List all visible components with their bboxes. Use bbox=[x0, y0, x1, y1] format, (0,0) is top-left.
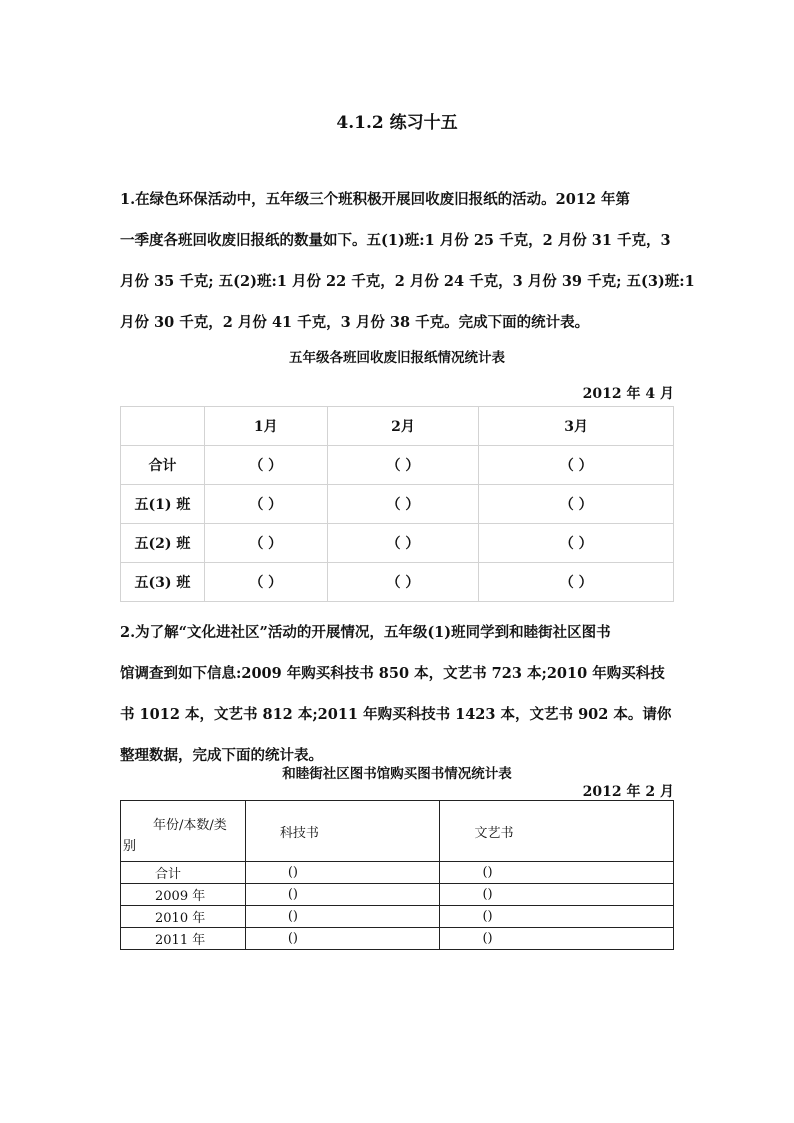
header-cell: 3月 bbox=[479, 407, 674, 446]
row-label: 合计 bbox=[121, 446, 205, 485]
row-label: 2011 年 bbox=[121, 928, 246, 950]
table-1-date: 2012 年 4 月 bbox=[582, 386, 674, 402]
answer-blank[interactable]: （ ） bbox=[479, 485, 674, 524]
answer-blank[interactable]: () bbox=[440, 884, 674, 906]
header-text: 别 bbox=[123, 839, 137, 854]
text-line: 书 1012 本，文艺书 812 本;2011 年购买科技书 1423 本，文艺书 902 本。请你 bbox=[120, 706, 672, 723]
recycling-stats-table bbox=[120, 406, 674, 602]
table-row bbox=[121, 884, 674, 906]
header-cell: 科技书 bbox=[245, 801, 440, 862]
answer-blank[interactable]: （ ） bbox=[479, 524, 674, 563]
answer-blank[interactable]: （ ） bbox=[204, 485, 327, 524]
text-line: 月份 35 千克; 五(2)班:1 月份 22 千克，2 月份 24 千克，3 月份 39 千克; 五(3)班:1 bbox=[120, 273, 695, 290]
answer-blank[interactable]: () bbox=[440, 928, 674, 950]
row-label: 合计 bbox=[121, 862, 246, 884]
answer-blank[interactable]: () bbox=[245, 862, 440, 884]
answer-blank[interactable]: （ ） bbox=[204, 563, 327, 602]
row-label: 五(1) 班 bbox=[121, 485, 205, 524]
table-2-date: 2012 年 2 月 bbox=[582, 784, 674, 800]
header-cell: 2月 bbox=[327, 407, 479, 446]
answer-blank[interactable]: （ ） bbox=[479, 446, 674, 485]
answer-blank[interactable]: （ ） bbox=[327, 485, 479, 524]
question-1-text bbox=[120, 190, 695, 354]
header-cell bbox=[121, 407, 205, 446]
row-label: 2010 年 bbox=[121, 906, 246, 928]
header-cell: 文艺书 bbox=[440, 801, 674, 862]
row-label: 2009 年 bbox=[121, 884, 246, 906]
answer-blank[interactable]: （ ） bbox=[204, 446, 327, 485]
text-line: 1.在绿色环保活动中，五年级三个班积极开展回收废旧报纸的活动。2012 年第 bbox=[120, 191, 631, 208]
answer-blank[interactable]: （ ） bbox=[327, 446, 479, 485]
table-row bbox=[121, 524, 674, 563]
text-line: 整理数据，完成下面的统计表。 bbox=[120, 747, 323, 764]
table-1-title: 五年级各班回收废旧报纸情况统计表 bbox=[289, 350, 505, 366]
text-line: 2.为了解“文化进社区”活动的开展情况，五年级(1)班同学到和睦街社区图书 bbox=[120, 624, 611, 641]
diagonal-header-cell bbox=[121, 801, 246, 862]
header-text: 年份/本数/类 bbox=[153, 818, 227, 833]
table-row bbox=[121, 906, 674, 928]
answer-blank[interactable]: () bbox=[440, 862, 674, 884]
answer-blank[interactable]: () bbox=[245, 906, 440, 928]
answer-blank[interactable]: () bbox=[245, 928, 440, 950]
answer-blank[interactable]: () bbox=[440, 906, 674, 928]
table-row bbox=[121, 446, 674, 485]
table-2-title: 和睦街社区图书馆购买图书情况统计表 bbox=[282, 766, 512, 782]
answer-blank[interactable]: () bbox=[245, 884, 440, 906]
table-header-row bbox=[121, 407, 674, 446]
table-row bbox=[121, 485, 674, 524]
table-row bbox=[121, 862, 674, 884]
answer-blank[interactable]: （ ） bbox=[204, 524, 327, 563]
page-title: 4.1.2 练习十五 bbox=[336, 113, 458, 133]
table-header-row bbox=[121, 801, 674, 862]
answer-blank[interactable]: （ ） bbox=[479, 563, 674, 602]
row-label: 五(2) 班 bbox=[121, 524, 205, 563]
text-line: 月份 30 千克，2 月份 41 千克，3 月份 38 千克。完成下面的统计表。 bbox=[120, 314, 590, 331]
table-row bbox=[121, 563, 674, 602]
answer-blank[interactable]: （ ） bbox=[327, 524, 479, 563]
header-cell: 1月 bbox=[204, 407, 327, 446]
row-label: 五(3) 班 bbox=[121, 563, 205, 602]
table-row bbox=[121, 928, 674, 950]
text-line: 馆调查到如下信息:2009 年购买科技书 850 本，文艺书 723 本;2010 年购买科技 bbox=[120, 665, 665, 682]
answer-blank[interactable]: （ ） bbox=[327, 563, 479, 602]
library-books-table bbox=[120, 800, 674, 950]
text-line: 一季度各班回收废旧报纸的数量如下。五(1)班:1 月份 25 千克，2 月份 31 千克，3 bbox=[120, 232, 671, 249]
